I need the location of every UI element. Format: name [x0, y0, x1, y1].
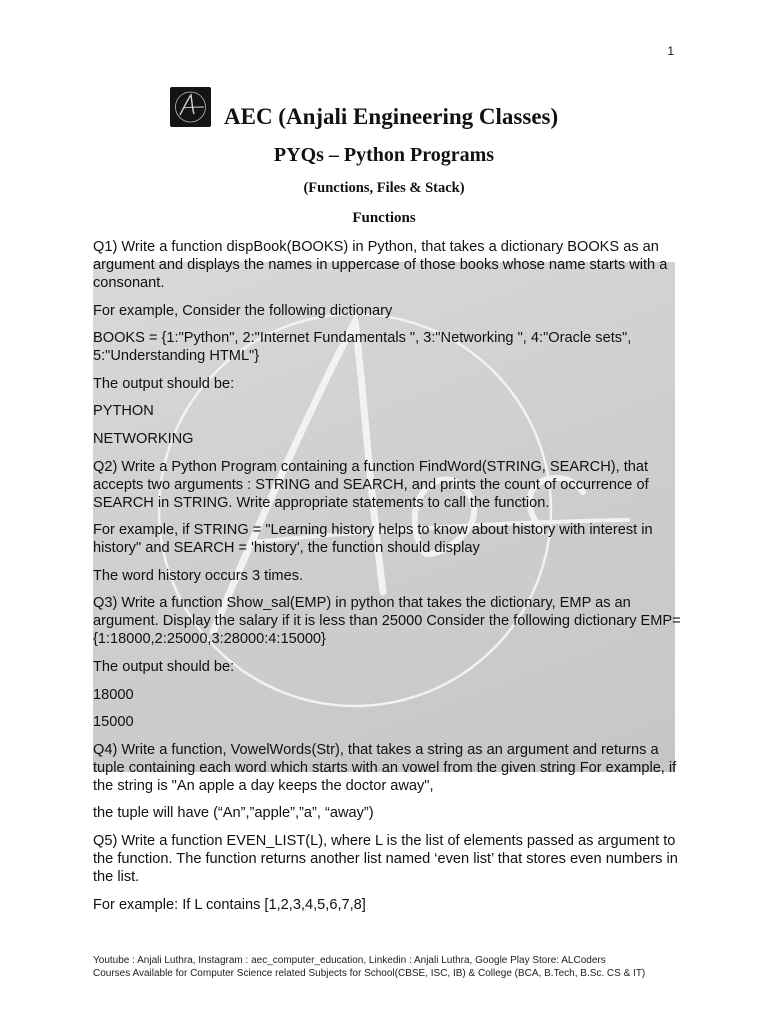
paragraph: For example, if STRING = "Learning history helps to know about history with interest in history" and SEARCH = 'history', the function should display [93, 522, 653, 557]
document-subtitle: PYQs – Python Programs [273, 144, 495, 166]
questions-content [93, 238, 683, 923]
aec-logo [170, 87, 211, 127]
paragraph: 18000 [93, 686, 134, 703]
paragraph: Q3) Write a function Show_sal(EMP) in python that takes the dictionary, EMP as an argument. Display the salary if it is less than 25000 Consider the following dictionary EMP={1:18000,2:25000,3:28000:4:15000} [93, 595, 681, 648]
aec-logo-icon [170, 87, 211, 127]
paragraph: PYTHON [93, 403, 154, 420]
section-heading: Functions [352, 210, 416, 226]
topics-line: (Functions, Files & Stack) [303, 180, 465, 196]
footer-line: Courses Available for Computer Science related Subjects for School(CBSE, ISC, IB) & College (BCA, B.Tech, B.Sc. CS & IT) [93, 968, 646, 979]
paragraph: Q5) Write a function EVEN_LIST(L), where L is the list of elements passed as argument to the function. The function returns another list named ‘even list’ that stores even numbers in the list. [93, 832, 678, 885]
paragraph: NETWORKING [93, 430, 194, 447]
paragraph: The word history occurs 3 times. [93, 567, 304, 584]
paragraph: Q2) Write a Python Program containing a function FindWord(STRING, SEARCH), that accepts two arguments : STRING and SEARCH, and prints the count of occurrence of SEARCH in STRING. Write appropriate statements to call the function. [93, 458, 649, 511]
footer-line: Youtube : Anjali Luthra, Instagram : aec_computer_education, Linkedin : Anjali Luthra, Google Play Store: ALCoders [93, 955, 606, 966]
document-title: AEC (Anjali Engineering Classes) [224, 104, 559, 129]
paragraph: Q4) Write a function, VowelWords(Str), that takes a string as an argument and returns a tuple containing each word which starts with an vowel from the given string For example, if the string is "An apple a day keeps the doctor away", [93, 741, 677, 794]
paragraph: the tuple will have (“An”,”apple”,”a”, “away”) [93, 805, 374, 822]
paragraph: BOOKS = {1:"Python", 2:"Internet Fundamentals ", 3:"Networking ", 4:"Oracle sets", 5:"Understanding HTML"} [93, 330, 632, 365]
footer [93, 954, 693, 980]
paragraph: For example: If L contains [1,2,3,4,5,6,7,8] [93, 896, 366, 913]
paragraph: The output should be: [93, 658, 235, 675]
paragraph: 15000 [93, 714, 134, 731]
paragraph: Q1) Write a function dispBook(BOOKS) in Python, that takes a dictionary BOOKS as an argument and displays the names in uppercase of those books whose name starts with a consonant. [93, 239, 668, 291]
page-number: 1 [667, 44, 674, 58]
paragraph: For example, Consider the following dictionary [93, 302, 393, 319]
paragraph: The output should be: [93, 375, 235, 392]
